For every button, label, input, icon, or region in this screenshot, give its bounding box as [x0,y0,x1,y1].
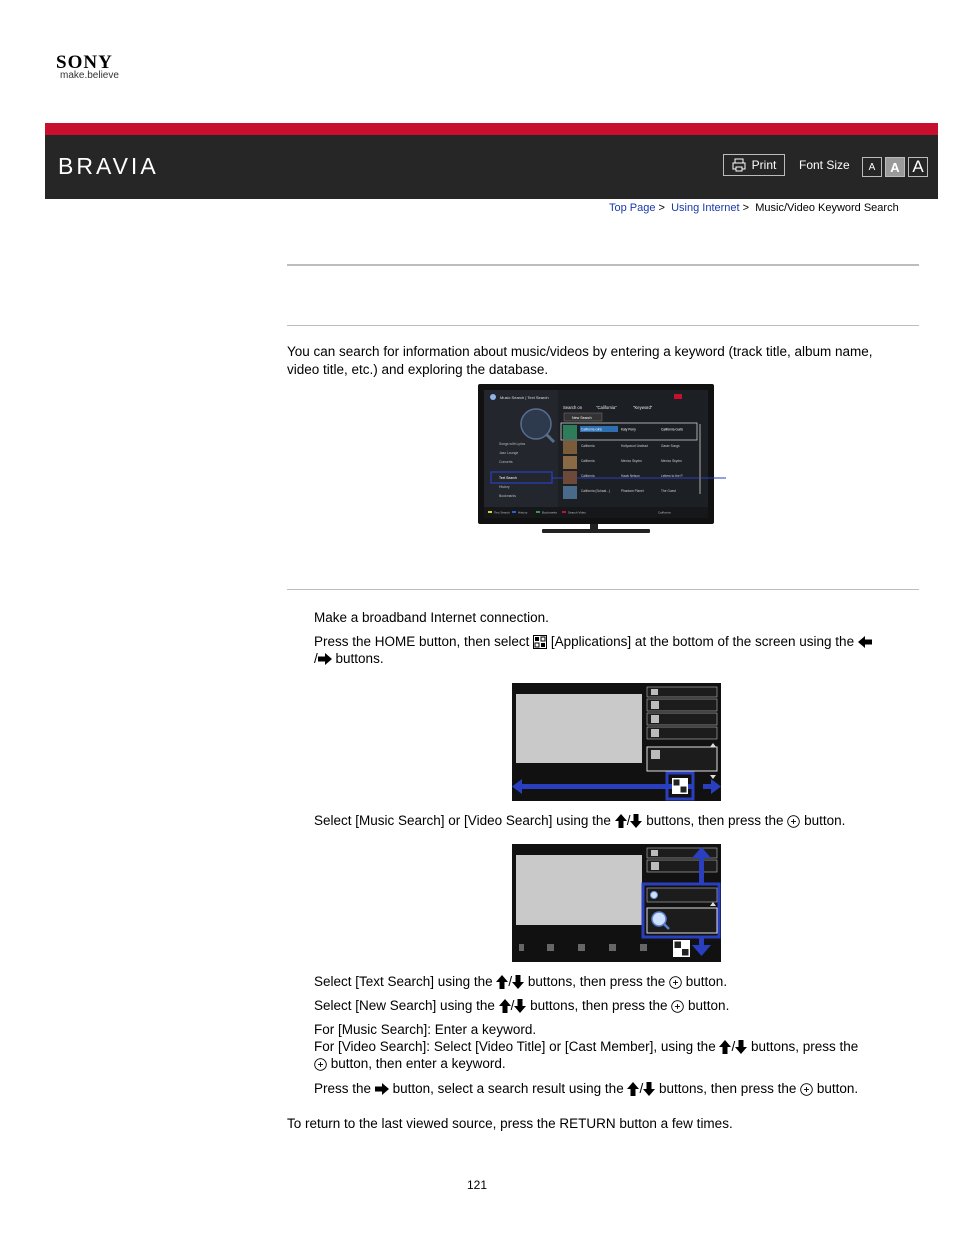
tv-footer-hint: Search Video [568,510,586,515]
tv-stand [542,529,650,533]
font-size-large-button[interactable]: A [908,157,928,177]
tv-menu-item: Text Search [499,476,517,480]
music-search-icon [651,892,658,899]
step-5-text: buttons, then press the [530,998,668,1013]
sony-logo: SONY [56,52,113,73]
step-2-text: Press the HOME button, then select [314,634,530,649]
up-arrow-icon [719,1040,731,1054]
red-key-icon [562,511,566,513]
intro-paragraph: You can search for information about music/videos by entering a keyword (track title, album name, video title, etc.) and exploring the database. [287,344,873,377]
tv-menu-item: Bookmarks [499,494,516,498]
menu-row-icon [651,750,660,759]
up-arrow-icon [499,999,511,1013]
step-1: Make a broadband Internet connection. [314,610,549,625]
breadcrumb-current: Music/Video Keyword Search [755,202,899,214]
album-thumbnail [563,471,577,484]
category-dot [519,944,524,951]
tv-result-artist: Hollywood Undead [621,444,648,448]
up-arrow-icon [496,975,508,989]
menu-row-icon [651,862,659,870]
down-arrow-icon [512,975,524,989]
step-3-text: / [626,813,631,828]
tv-footer-status: California [658,510,671,515]
step-3-text: Select [Music Search] or [Video Search] using the [314,813,611,828]
video-search-icon [652,912,666,926]
tv-query-1: "California" [596,405,617,410]
step-7-text: buttons, then press the [659,1081,797,1096]
left-arrow-icon [858,636,872,648]
tv-new-search-label: New Search [572,416,592,420]
step-6-text: For [Video Search]: Select [Video Title] or [Cast Member], using the [314,1039,716,1054]
tv-record-indicator [674,394,682,399]
tv-result-album: Gaser Songs [661,444,680,448]
header-accent-bar [45,123,938,135]
bravia-logo: BRAVIA [58,153,159,179]
tv-music-search-illustration [478,384,730,536]
step-6 [314,1021,914,1072]
tv-result-artist: Katy Perry [621,427,636,432]
step-2-text: / [314,651,318,666]
tv-search-on-label: Search on [563,405,583,410]
breadcrumb-using-internet-link[interactable]: Using Internet [671,202,740,214]
breadcrumb-separator: > [742,202,750,214]
menu-row-icon [651,850,658,856]
step-3-text: button. [804,813,846,828]
step-7-text: Press the [314,1081,372,1096]
menu-row-icon [651,729,659,737]
divider [287,325,919,326]
green-key-icon [536,511,540,513]
tv-result-title: California [581,459,595,463]
enter-button-icon [787,815,800,828]
step-2 [314,633,914,667]
menu-row-icon [651,715,659,723]
enter-button-icon [800,1083,813,1096]
print-label: Print [751,158,777,172]
step-7-text: button. [816,1081,859,1096]
font-size-label: Font Size [799,158,850,172]
applications-icon-cell [682,949,689,956]
step-6-video [314,1038,914,1072]
step-5 [314,997,914,1014]
up-arrow-shaft [699,856,704,884]
category-dot [609,944,616,951]
tv-footer-hint: Text Search [494,510,510,515]
category-dot [547,944,554,951]
step-6-text: buttons, press the [751,1039,859,1054]
tv-scrollbar [699,424,701,494]
tv-result-artist: Mexico Skydro [621,459,642,463]
down-arrow-icon [514,999,526,1013]
home-menu-search-illustration [512,844,721,962]
return-note: To return to the last viewed source, press the RETURN button a few times. [287,1116,733,1131]
up-arrow-icon [615,814,627,828]
step-5-text: Select [New Search] using the [314,998,495,1013]
tv-menu-item: Songs with Lyrics [499,442,526,446]
step-7-text: / [639,1081,644,1096]
sony-tagline: make.believe [60,70,119,81]
album-thumbnail [563,425,577,439]
page-number: 121 [466,1178,488,1192]
tv-footer-hint: History [518,510,528,515]
preview-pane [516,694,642,763]
tv-result-title: California (Schaal...) [581,489,610,493]
blue-key-icon [512,511,516,513]
right-arrow-icon [318,653,332,665]
down-arrow-icon [735,1040,747,1054]
tv-footer-hint: Bookmarks [542,510,558,515]
tv-screen-title: Music Search | Text Search [500,395,549,400]
step-5-text: button. [688,998,730,1013]
step-4-text: buttons, then press the [527,974,666,989]
tv-result-title: California [581,444,595,448]
tv-result-title: California [581,474,595,478]
applications-icon [533,635,547,649]
tv-menu-item: History [499,485,510,489]
step-2-text: buttons. [335,651,384,666]
tv-result-title: California Girls [581,427,602,432]
step-6-text: / [731,1039,736,1054]
step-7 [314,1080,914,1097]
tv-result-album: California Gurls [661,427,683,432]
applications-icon-cell [675,942,682,949]
category-dot [640,944,647,951]
step-6-text: button, then enter a keyword. [330,1056,506,1071]
menu-row-icon [651,701,659,709]
right-arrow-icon [375,1083,389,1095]
step-5-text: / [510,998,515,1013]
preview-pane [516,855,642,925]
divider [287,264,919,266]
category-dot [578,944,585,951]
enter-button-icon [671,1000,684,1013]
album-thumbnail [563,441,577,454]
tv-left-panel [484,390,558,518]
tv-menu-item: Jazz Lounge [499,451,519,455]
tv-result-artist: Hawk Nelson [621,474,640,478]
font-size-medium-button[interactable]: A [885,157,905,177]
tv-neck [590,524,598,529]
yellow-key-icon [488,511,492,513]
down-arrow-icon [643,1082,655,1096]
album-thumbnail [563,486,577,499]
applications-icon-cell [681,787,687,793]
tv-result-album: Letters to the P. [661,474,684,478]
category-bar-highlight [703,784,713,789]
step-4-text: Select [Text Search] using the [314,974,493,989]
tv-result-artist: Phantom Planet [621,489,644,493]
search-icon [490,394,496,400]
tv-result-album: The Guest [661,489,676,493]
applications-icon-cell [674,780,680,786]
step-7-text: button, select a search result using the [392,1081,624,1096]
print-button[interactable] [723,154,785,176]
enter-button-icon [669,976,682,989]
step-4 [314,973,914,990]
tv-result-album: Mexico Skydro [661,459,682,463]
step-3-text: buttons, then press the [646,813,784,828]
step-4-text: / [508,974,513,989]
step-6-music-text: For [Music Search]: Enter a keyword. [314,1022,537,1037]
breadcrumb-top-page-link[interactable]: Top Page [609,202,656,214]
album-thumbnail [563,456,577,469]
step-3 [314,812,914,829]
breadcrumb-separator: > [658,202,665,214]
print-icon [732,158,746,172]
breadcrumb [609,202,899,214]
up-arrow-icon [627,1082,639,1096]
home-menu-applications-illustration [512,683,721,801]
step-2-text: [Applications] at the bottom of the screen using the [550,634,855,649]
step-4-text: button. [685,974,728,989]
divider [287,589,919,590]
tv-query-2: "Keyword" [633,405,653,410]
menu-row-icon [651,689,658,695]
enter-button-icon [314,1058,327,1071]
tv-menu-item: Concerts [499,460,513,464]
down-arrow-icon [630,814,642,828]
font-size-small-button[interactable]: A [862,157,882,177]
